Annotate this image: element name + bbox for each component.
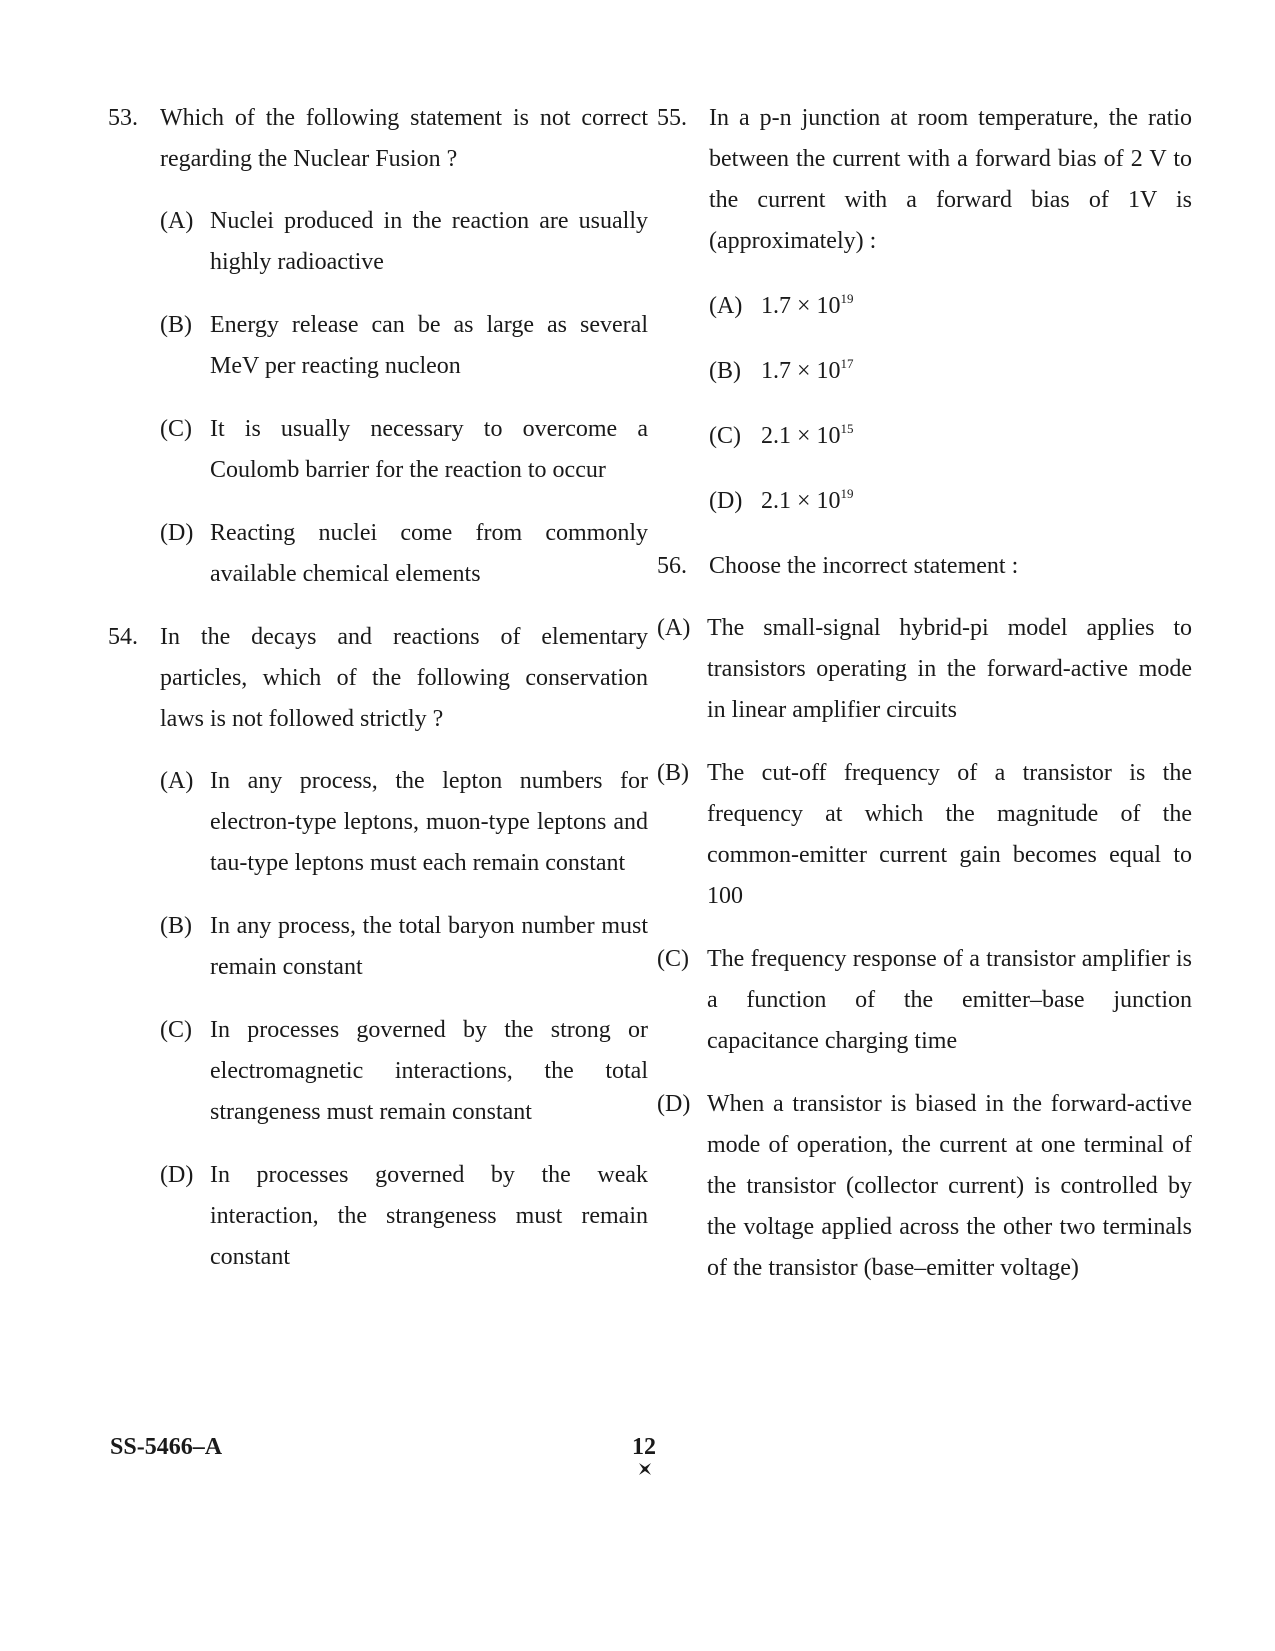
option-c — [709, 416, 1192, 457]
option-label: (B) — [709, 358, 741, 384]
question-55 — [657, 98, 1192, 522]
page-number: 12 — [632, 1434, 656, 1460]
option-text: In processes governed by the strong or electromagnetic interactions, the total strangeness must remain constant — [210, 1017, 648, 1125]
option-b — [160, 906, 648, 988]
option-text: The cut-off frequency of a transistor is the frequency at which the magnitude of the common-emitter current gain becomes equal to 100 — [707, 760, 1192, 909]
option-d — [709, 481, 1192, 522]
option-label: (D) — [160, 1162, 194, 1188]
option-text: The frequency response of a transistor amplifier is a function of the emitter–base junction capacitance charging time — [707, 946, 1192, 1054]
option-a — [709, 286, 1192, 327]
option-label: (B) — [160, 913, 192, 939]
option-b — [657, 753, 1192, 917]
option-text: Reacting nuclei come from commonly available chemical elements — [210, 520, 648, 587]
option-c — [160, 409, 648, 491]
question-56 — [657, 546, 1192, 587]
option-text: Energy release can be as large as several MeV per reacting nucleon — [210, 312, 648, 379]
option-d — [657, 1084, 1192, 1289]
option-text: When a transistor is biased in the forward-active mode of operation, the current at one terminal of the transistor (collector current) is controlled by the voltage applied across the other two terminals of the transistor (base–emitter voltage) — [707, 1091, 1192, 1281]
question-text: Choose the incorrect statement : — [709, 553, 1019, 579]
paper-code: SS-5466–A — [110, 1434, 223, 1460]
option-d — [160, 513, 648, 595]
question-number: 53. — [108, 105, 138, 131]
question-text: Which of the following statement is not correct regarding the Nuclear Fusion ? — [160, 105, 648, 172]
option-c — [160, 1010, 648, 1133]
option-text: It is usually necessary to overcome a Coulomb barrier for the reaction to occur — [210, 416, 648, 483]
option-label: (B) — [160, 312, 192, 338]
question-text: In a p-n junction at room temperature, the ratio between the current with a forward bias of 2 V to the current with a forward bias of 1V is (approximately) : — [709, 105, 1192, 254]
question-53-options — [108, 201, 648, 595]
question-number: 56. — [657, 553, 687, 579]
option-b — [160, 305, 648, 387]
option-a — [160, 201, 648, 283]
right-column — [657, 98, 1192, 1311]
option-value: $1.7 \times 10^{17}$ — [761, 356, 854, 384]
option-label: (C) — [160, 1017, 192, 1043]
option-value: $2.1 \times 10^{15}$ — [761, 421, 854, 449]
option-label: (D) — [160, 520, 194, 546]
exponent: 19 — [840, 486, 854, 501]
option-label: (D) — [657, 1091, 691, 1117]
left-column — [108, 98, 648, 1300]
question-56-options — [657, 608, 1192, 1289]
option-text: The small-signal hybrid-pi model applies to transistors operating in the forward-active mode in linear amplifier circuits — [707, 615, 1192, 723]
option-text: Nuclei produced in the reaction are usually highly radioactive — [210, 208, 648, 275]
option-value: $2.1 \times 10^{19}$ — [761, 486, 854, 514]
question-number: 55. — [657, 105, 687, 131]
option-b — [709, 351, 1192, 392]
option-label: (A) — [160, 208, 194, 234]
exponent: 17 — [840, 356, 854, 371]
option-text: In any process, the total baryon number must remain constant — [210, 913, 648, 980]
exponent: 15 — [840, 421, 854, 436]
option-label: (A) — [160, 768, 194, 794]
option-a — [657, 608, 1192, 731]
option-label: (A) — [657, 615, 691, 641]
option-label: (C) — [160, 416, 192, 442]
question-53 — [108, 98, 648, 180]
option-label: (A) — [709, 293, 743, 319]
option-text: In processes governed by the weak interaction, the strangeness must remain constant — [210, 1162, 648, 1270]
option-value: $1.7 \times 10^{19}$ — [761, 291, 854, 319]
option-d — [160, 1155, 648, 1278]
question-text: In the decays and reactions of elementary particles, which of the following conservation laws is not followed strictly ? — [160, 624, 648, 732]
option-c — [657, 939, 1192, 1062]
star-mark-icon — [638, 1462, 652, 1476]
option-a — [160, 761, 648, 884]
option-label: (C) — [709, 423, 741, 449]
option-label: (B) — [657, 760, 689, 786]
question-54-options — [108, 761, 648, 1278]
question-54 — [108, 617, 648, 740]
option-label: (C) — [657, 946, 689, 972]
option-label: (D) — [709, 488, 743, 514]
question-number: 54. — [108, 624, 138, 650]
exponent: 19 — [840, 291, 854, 306]
option-text: In any process, the lepton numbers for electron-type leptons, muon-type leptons and tau-type leptons must each remain constant — [210, 768, 648, 876]
